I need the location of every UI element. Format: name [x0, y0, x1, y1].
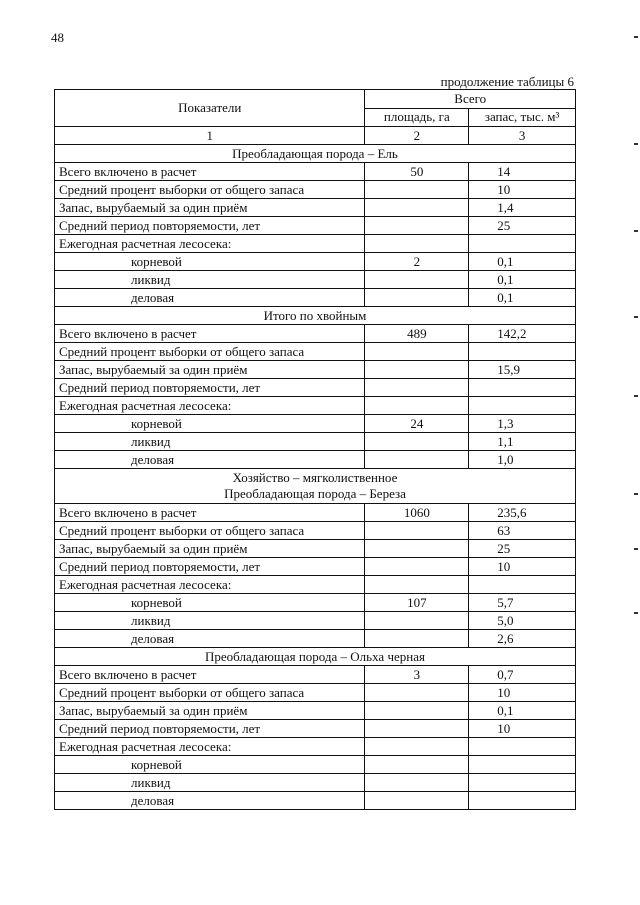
- section-title: Преобладающая порода – Ольха черная: [55, 648, 576, 666]
- stock-value: 1,0: [469, 451, 576, 469]
- table-row: [55, 792, 576, 810]
- section-title-row: [55, 145, 576, 163]
- table-header: [55, 90, 576, 145]
- area-value: [365, 792, 469, 810]
- row-label: Всего включено в расчет: [55, 325, 365, 343]
- section-birch: [55, 469, 576, 648]
- row-label: ликвид: [55, 774, 365, 792]
- stock-value: [469, 343, 576, 361]
- scan-artifact: [634, 36, 638, 38]
- section-title-line: Хозяйство – мягколиственное: [232, 470, 398, 485]
- row-label: Всего включено в расчет: [55, 504, 365, 522]
- table-row: [55, 181, 576, 199]
- table-row: [55, 361, 576, 379]
- stock-value: 10: [469, 181, 576, 199]
- table-caption: продолжение таблицы 6: [440, 74, 574, 89]
- forest-cutting-table: [54, 89, 576, 810]
- row-label: ликвид: [55, 612, 365, 630]
- row-label: Средний процент выборки от общего запаса: [55, 343, 365, 361]
- row-label: корневой: [55, 415, 365, 433]
- area-value: [365, 720, 469, 738]
- row-label: Средний период повторяемости, лет: [55, 379, 365, 397]
- table-row: [55, 522, 576, 540]
- table-row: [55, 594, 576, 612]
- column-number-row: [55, 127, 576, 145]
- scan-artifact: [634, 230, 638, 232]
- column-number: 3: [469, 127, 576, 145]
- row-label: Запас, вырубаемый за один приём: [55, 199, 365, 217]
- area-value: [365, 451, 469, 469]
- area-value: [365, 379, 469, 397]
- table-row: [55, 397, 576, 415]
- table-row: [55, 666, 576, 684]
- area-value: [365, 702, 469, 720]
- row-label: Ежегодная расчетная лесосека:: [55, 576, 365, 594]
- area-value: [365, 630, 469, 648]
- table-row: [55, 630, 576, 648]
- area-value: [365, 738, 469, 756]
- stock-value: [469, 792, 576, 810]
- scan-artifact: [634, 612, 638, 614]
- table-row: [55, 379, 576, 397]
- area-value: 1060: [365, 504, 469, 522]
- section-title: Преобладающая порода – Ель: [55, 145, 576, 163]
- scan-artifact: [634, 395, 638, 397]
- table-row: [55, 451, 576, 469]
- area-value: [365, 289, 469, 307]
- section-alder: [55, 648, 576, 810]
- stock-value: 0,1: [469, 702, 576, 720]
- section-title-row: [55, 648, 576, 666]
- row-label: Всего включено в расчет: [55, 163, 365, 181]
- row-label: Ежегодная расчетная лесосека:: [55, 397, 365, 415]
- row-label: деловая: [55, 451, 365, 469]
- stock-value: 15,9: [469, 361, 576, 379]
- row-label: Средний процент выборки от общего запаса: [55, 181, 365, 199]
- stock-value: 10: [469, 558, 576, 576]
- stock-value: 25: [469, 217, 576, 235]
- stock-value: 1,1: [469, 433, 576, 451]
- area-value: [365, 522, 469, 540]
- area-value: [365, 397, 469, 415]
- row-label: Средний процент выборки от общего запаса: [55, 684, 365, 702]
- table-row: [55, 217, 576, 235]
- stock-value: [469, 774, 576, 792]
- section-title-line: Преобладающая порода – Береза: [224, 486, 406, 501]
- area-value: 50: [365, 163, 469, 181]
- table-row: [55, 199, 576, 217]
- table-row: [55, 738, 576, 756]
- section-title-row: [55, 307, 576, 325]
- row-label: корневой: [55, 756, 365, 774]
- table-row: [55, 720, 576, 738]
- area-value: [365, 199, 469, 217]
- area-value: [365, 774, 469, 792]
- stock-value: [469, 235, 576, 253]
- scan-artifact: [634, 548, 638, 550]
- section-title: Итого по хвойным: [55, 307, 576, 325]
- stock-value: 1,4: [469, 199, 576, 217]
- table-row: [55, 756, 576, 774]
- row-label: Всего включено в расчет: [55, 666, 365, 684]
- stock-value: 0,1: [469, 253, 576, 271]
- area-value: [365, 181, 469, 199]
- stock-value: 142,2: [469, 325, 576, 343]
- area-value: [365, 217, 469, 235]
- table-row: [55, 325, 576, 343]
- table-row: [55, 415, 576, 433]
- area-value: [365, 684, 469, 702]
- area-value: 489: [365, 325, 469, 343]
- stock-value: 5,7: [469, 594, 576, 612]
- page-number: 48: [51, 30, 64, 45]
- section-title-row: [55, 469, 576, 504]
- row-label: Средний период повторяемости, лет: [55, 720, 365, 738]
- scan-artifact: [634, 143, 638, 145]
- table-row: [55, 702, 576, 720]
- stock-value: [469, 397, 576, 415]
- table-row: [55, 558, 576, 576]
- stock-value: 5,0: [469, 612, 576, 630]
- row-label: ликвид: [55, 271, 365, 289]
- area-value: 24: [365, 415, 469, 433]
- section-conifer-total: [55, 307, 576, 469]
- row-label: Средний период повторяемости, лет: [55, 217, 365, 235]
- table-row: [55, 433, 576, 451]
- area-value: 107: [365, 594, 469, 612]
- table-row: [55, 163, 576, 181]
- stock-value: 63: [469, 522, 576, 540]
- stock-value: 25: [469, 540, 576, 558]
- area-value: [365, 235, 469, 253]
- stock-value: 10: [469, 684, 576, 702]
- row-label: деловая: [55, 792, 365, 810]
- stock-value: 0,1: [469, 271, 576, 289]
- table-row: [55, 540, 576, 558]
- header-stock: запас, тыс. м³: [469, 108, 576, 127]
- table-row: [55, 612, 576, 630]
- area-value: 3: [365, 666, 469, 684]
- row-label: деловая: [55, 289, 365, 307]
- row-label: Ежегодная расчетная лесосека:: [55, 738, 365, 756]
- area-value: [365, 558, 469, 576]
- table-row: [55, 271, 576, 289]
- stock-value: 10: [469, 720, 576, 738]
- scan-artifact: [634, 493, 638, 495]
- table-row: [55, 253, 576, 271]
- row-label: ликвид: [55, 433, 365, 451]
- area-value: [365, 540, 469, 558]
- scan-artifact: [634, 316, 638, 318]
- stock-value: 1,3: [469, 415, 576, 433]
- row-label: корневой: [55, 594, 365, 612]
- row-label: Запас, вырубаемый за один приём: [55, 702, 365, 720]
- column-number: 1: [55, 127, 365, 145]
- table-row: [55, 774, 576, 792]
- stock-value: [469, 738, 576, 756]
- table-row: [55, 504, 576, 522]
- area-value: [365, 343, 469, 361]
- stock-value: 0,7: [469, 666, 576, 684]
- area-value: [365, 433, 469, 451]
- header-total: Всего: [365, 90, 576, 109]
- stock-value: 2,6: [469, 630, 576, 648]
- stock-value: [469, 576, 576, 594]
- row-label: Ежегодная расчетная лесосека:: [55, 235, 365, 253]
- stock-value: 14: [469, 163, 576, 181]
- area-value: [365, 361, 469, 379]
- area-value: [365, 271, 469, 289]
- column-number: 2: [365, 127, 469, 145]
- header-indicators: Показатели: [55, 90, 365, 127]
- section-spruce: [55, 145, 576, 307]
- row-label: Запас, вырубаемый за один приём: [55, 361, 365, 379]
- row-label: корневой: [55, 253, 365, 271]
- area-value: [365, 612, 469, 630]
- stock-value: 235,6: [469, 504, 576, 522]
- table-row: [55, 343, 576, 361]
- area-value: [365, 576, 469, 594]
- table-row: [55, 235, 576, 253]
- stock-value: [469, 379, 576, 397]
- row-label: Средний период повторяемости, лет: [55, 558, 365, 576]
- area-value: 2: [365, 253, 469, 271]
- header-row: [55, 90, 576, 109]
- table-row: [55, 289, 576, 307]
- table-row: [55, 576, 576, 594]
- row-label: Средний процент выборки от общего запаса: [55, 522, 365, 540]
- section-title: [55, 469, 576, 504]
- stock-value: [469, 756, 576, 774]
- header-area: площадь, га: [365, 108, 469, 127]
- stock-value: 0,1: [469, 289, 576, 307]
- area-value: [365, 756, 469, 774]
- table-row: [55, 684, 576, 702]
- row-label: Запас, вырубаемый за один приём: [55, 540, 365, 558]
- row-label: деловая: [55, 630, 365, 648]
